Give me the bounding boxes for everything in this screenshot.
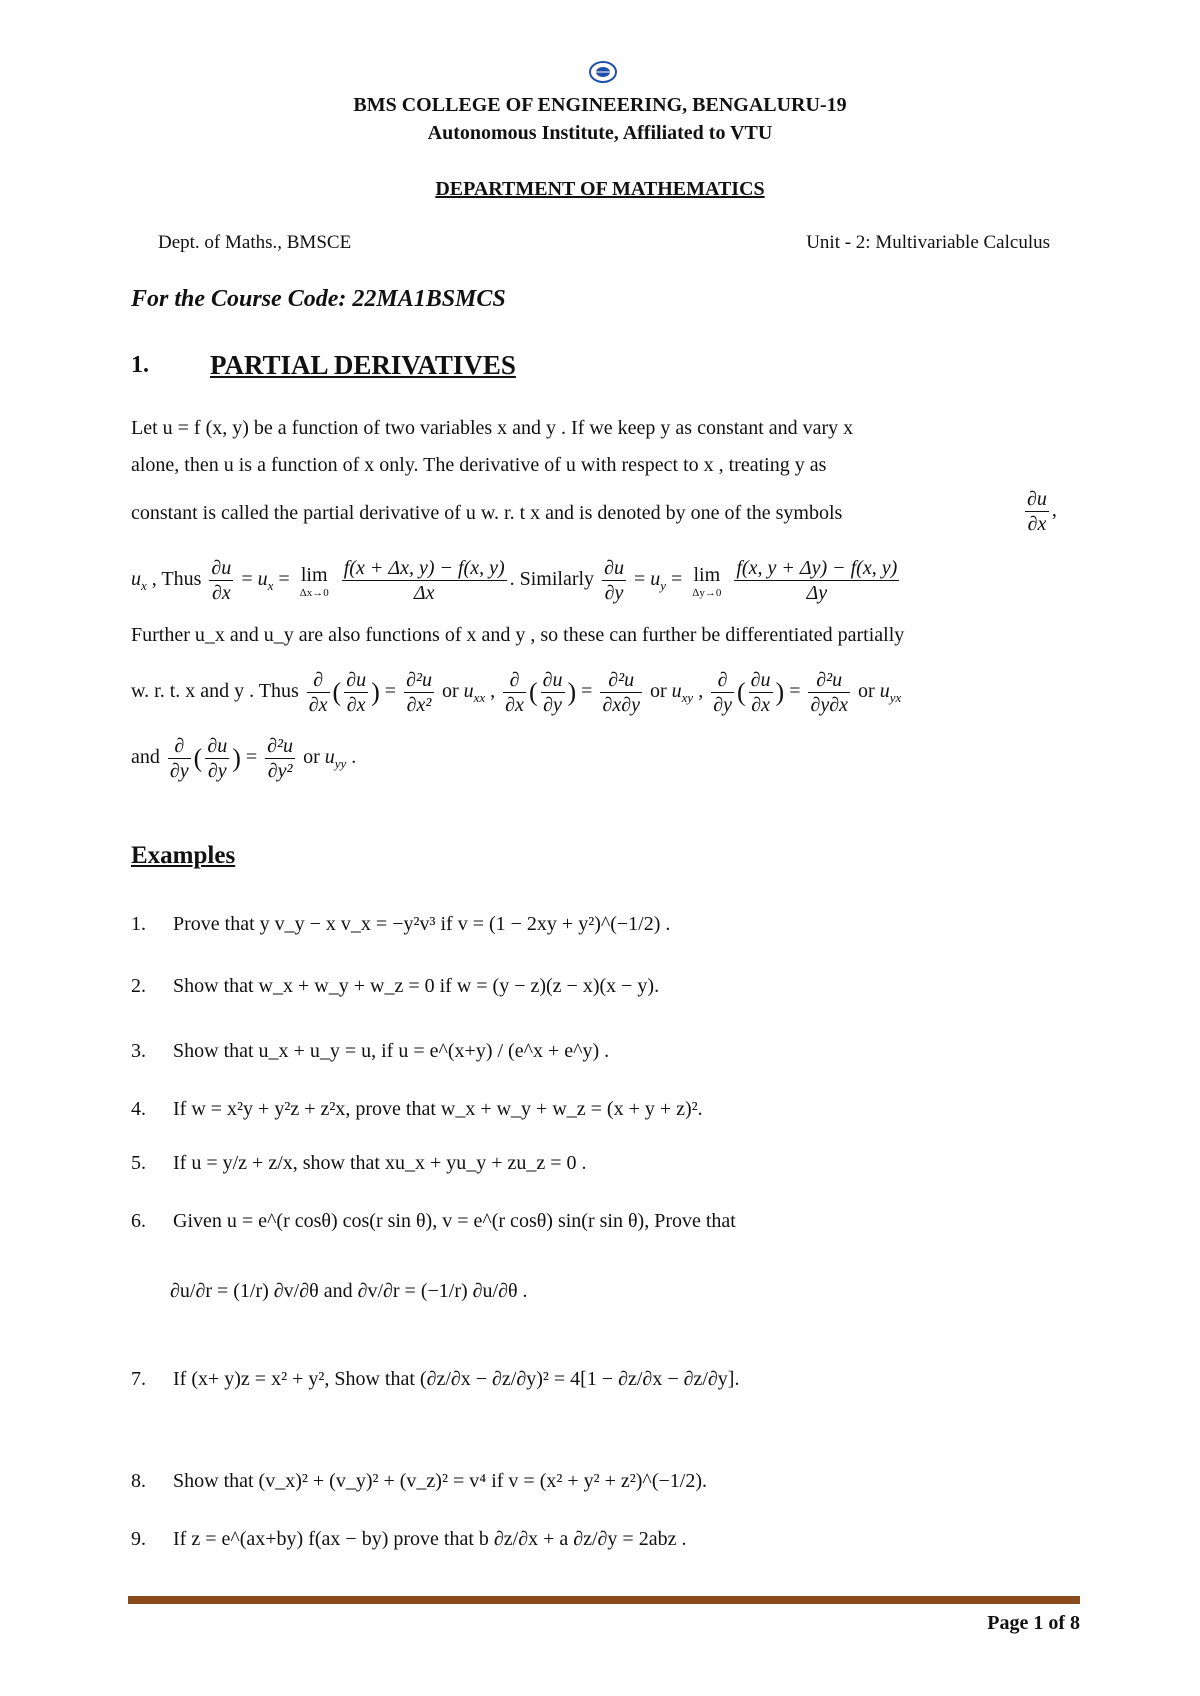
example-8: 8. Show that (v_x)² + (v_y)² + (v_z)² = v⁴ if v = (x² + y² + z²)^(−1/2). xyxy=(131,1470,707,1492)
intro-line-3 xyxy=(131,498,1031,528)
examples-heading: Examples xyxy=(131,842,236,869)
intro-line-5: Further u_x and u_y are also functions of x and y , so these can further be differentiated partially xyxy=(131,624,905,646)
intro-line-2: alone, then u is a function of x only. The derivative of u with respect to x , treating y as xyxy=(131,454,827,476)
or-1: or xyxy=(441,680,459,703)
example-4: 4. If w = x²y + y²z + z²x, prove that w_x + w_y + w_z = (x + y + z)². xyxy=(131,1098,703,1120)
section-number: 1. xyxy=(131,352,149,378)
example-7: 7. If (x+ y)z = x² + y², Show that (∂z/∂x − ∂z/∂y)² = 4[1 − ∂z/∂x − ∂z/∂y]. xyxy=(131,1368,740,1390)
intro-line-6-start: w. r. t. x and y . Thus xyxy=(131,680,299,703)
institute-name: BMS COLLEGE OF ENGINEERING, BENGALURU-19 xyxy=(353,94,847,116)
intro-line-3-text: constant is called the partial derivative of u w. r. t x and is denoted by one of the symbols xyxy=(131,502,843,524)
or-2: or xyxy=(649,680,667,703)
or-3: or xyxy=(858,680,875,703)
intro-line-6: w. r. t. x and y . Thus $\frac{\partial}{\partial x}$ ( $\frac{\partial u}{\partial x}$ ) = $\frac{\text{∂²u}}{\text{∂x²}}$ or $u_{xx}$ , $\frac{\partial}{\partial x}$ ( $\frac{\partial u}{\partial y}$ ) = $\frac{\text{∂²u}}{\partial x\partial y}$ or $u_{xy}$ , $\frac{\partial}{\partial y}$ ( $\frac{\partial u}{\partial x}$ ) = $\frac{\text{∂²u}}{\partial y\partial x}$ or $u_{yx}$ xyxy=(131,669,902,716)
intro-line-1: Let u = f (x, y) be a function of two variables x and y . If we keep y as constant and vary x xyxy=(131,417,854,439)
department-title: DEPARTMENT OF MATHEMATICS xyxy=(435,178,765,200)
intro-thus: Thus xyxy=(161,568,202,591)
intro-line-4: $u_x$ , Thus $\frac{\partial u}{\partial x}$ = $u_x$ = lim Δx→0 $\frac{f(x + \Delta x, y) - f(x, y)}{\Delta x}$ . Similarly $\frac{\partial u}{\partial y}$ = $u_y$ = lim Δy→0 $\frac{f(x, y + \Delta y) - f(x, y)}{\Delta y}$ xyxy=(131,557,898,604)
intro-similarly: . Similarly xyxy=(509,568,595,591)
and-word: and xyxy=(131,746,160,769)
header-right-note: Unit - 2: Multivariable Calculus xyxy=(806,232,1050,253)
symbol-du-dx: $\frac{\partial u}{\partial x}$ , xyxy=(1027,488,1057,535)
example-6-line-2: ∂u/∂r = (1/r) ∂v/∂θ and ∂v/∂r = (−1/r) ∂u/∂θ . xyxy=(170,1280,528,1302)
intro-line-7: and $\frac{\partial}{\partial y}$ ( $\frac{\partial u}{\partial y}$ ) = $\frac{\text{∂²u}}{\text{∂y²}}$ or $u_{yy}$ . xyxy=(131,735,357,782)
example-3: 3. Show that u_x + u_y = u, if u = e^(x+y) / (e^x + e^y) . xyxy=(131,1040,610,1062)
example-6: 6. Given u = e^(r cosθ) cos(r sin θ), v = e^(r cosθ) sin(r sin θ), Prove that xyxy=(131,1210,736,1232)
header-left-note: Dept. of Maths., BMSCE xyxy=(158,232,352,253)
course-code-line: For the Course Code: 22MA1BSMCS xyxy=(131,286,506,312)
or-4: or xyxy=(303,746,320,769)
page-number: Page 1 of 8 xyxy=(987,1612,1080,1634)
footer-rule xyxy=(128,1596,1080,1604)
example-2: 2. Show that w_x + w_y + w_z = 0 if w = (y − z)(z − x)(x − y). xyxy=(131,975,660,997)
example-1: 1. Prove that y v_y − x v_x = −y²v³ if v = (1 − 2xy + y²)^(−1/2) . xyxy=(131,913,671,935)
example-5: 5. If u = y/z + z/x, show that xu_x + yu_y + zu_z = 0 . xyxy=(131,1152,587,1174)
institute-subtitle: Autonomous Institute, Affiliated to VTU xyxy=(427,122,773,144)
section-title: PARTIAL DERIVATIVES xyxy=(210,350,516,380)
college-logo xyxy=(588,60,618,84)
example-9: 9. If z = e^(ax+by) f(ax − by) prove that b ∂z/∂x + a ∂z/∂y = 2abz . xyxy=(131,1528,687,1550)
